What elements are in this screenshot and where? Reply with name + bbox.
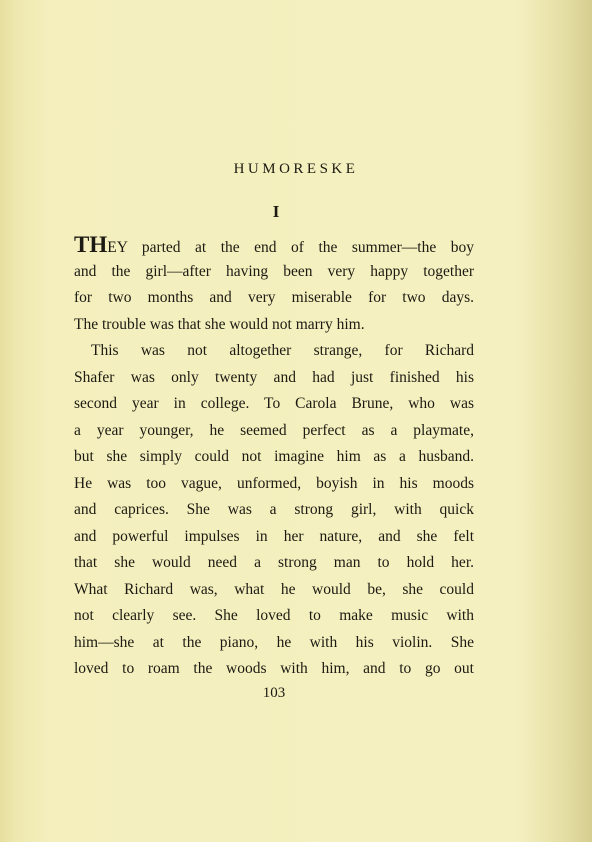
text-line: The trouble was that she would not marry him. xyxy=(74,315,365,333)
text-line: Shafer was only twenty and had just finished his xyxy=(74,368,474,386)
first-line-text: EY parted at the end of the summer—the boy xyxy=(107,239,474,256)
body-text xyxy=(74,232,474,683)
text-line: and caprices. She was a strong girl, with quick xyxy=(74,501,474,518)
text-line: He was too vague, unformed, boyish in his moods xyxy=(74,474,474,492)
text-line: and the girl—after having been very happy together xyxy=(74,262,474,280)
text-line: but she simply could not imagine him as a husband. xyxy=(74,448,474,465)
text-line: him—she at the piano, he with his violin. She xyxy=(74,633,474,651)
drop-cap: TH xyxy=(74,232,108,257)
text-line xyxy=(74,232,474,259)
text-line: second year in college. To Carola Brune, who was xyxy=(74,395,474,412)
text-line: and powerful impulses in her nature, and she felt xyxy=(74,527,474,545)
text-line: a year younger, he seemed perfect as a playmate, xyxy=(74,421,474,439)
text-line: loved to roam the woods with him, and to go out xyxy=(74,660,474,677)
text-line: not clearly see. She loved to make music with xyxy=(74,607,474,624)
text-line: that she would need a strong man to hold her. xyxy=(74,554,474,571)
page-edge-shadow xyxy=(512,0,592,842)
text-line: for two months and very miserable for two days. xyxy=(74,289,474,306)
text-line: What Richard was, what he would be, she could xyxy=(74,580,474,598)
chapter-number: I xyxy=(272,202,280,221)
page-number: 103 xyxy=(262,685,286,701)
running-head: HUMORESKE xyxy=(233,161,359,177)
text-line: This was not altogether strange, for Richard xyxy=(91,342,474,359)
